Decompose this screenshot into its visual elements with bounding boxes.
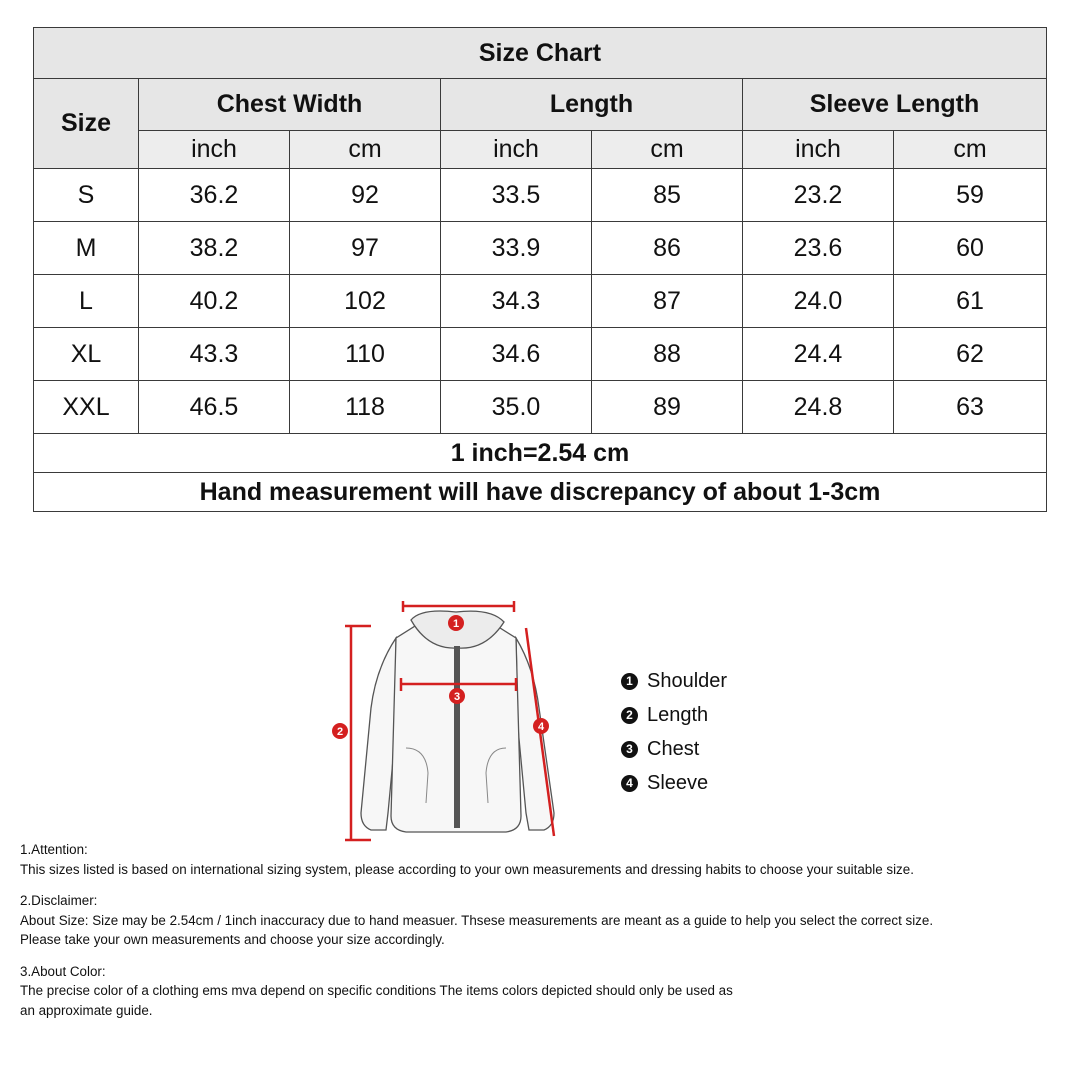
unit-cell: cm — [290, 131, 441, 169]
note-line: an approximate guide. — [20, 1002, 153, 1018]
number-4-icon: 4 — [621, 775, 638, 792]
table-row — [34, 222, 1047, 275]
legend-label: Shoulder — [647, 669, 728, 692]
value-cell: 62 — [894, 328, 1047, 381]
legend-item-chest — [621, 732, 727, 766]
value-cell: 24.0 — [743, 275, 894, 328]
value-cell: 59 — [894, 169, 1047, 222]
number-2-icon: 2 — [621, 707, 638, 724]
legend-label: Sleeve — [647, 771, 709, 794]
value-cell: 60 — [894, 222, 1047, 275]
value-cell: 118 — [290, 381, 441, 434]
jacket-measurement-diagram — [326, 598, 566, 848]
size-chart-table — [33, 27, 1047, 512]
conversion-note: 1 inch=2.54 cm — [34, 434, 1047, 473]
table-row — [34, 275, 1047, 328]
value-cell: 87 — [592, 275, 743, 328]
table-row — [34, 381, 1047, 434]
legend-item-sleeve — [621, 766, 727, 800]
value-cell: 38.2 — [139, 222, 290, 275]
unit-cell: inch — [441, 131, 592, 169]
value-cell: 40.2 — [139, 275, 290, 328]
value-cell: 23.6 — [743, 222, 894, 275]
note-heading: 2.Disclaimer: — [20, 893, 98, 908]
value-cell: 97 — [290, 222, 441, 275]
note-line: This sizes listed is based on international sizing system, please according to your own measurements and dressing habits to choose your suitable size. — [20, 861, 914, 877]
note-heading: 3.About Color: — [20, 963, 106, 979]
note-heading: 1.Attention: — [20, 842, 88, 857]
value-cell: 24.8 — [743, 381, 894, 434]
legend-label: Length — [647, 703, 709, 726]
value-cell: 110 — [290, 328, 441, 381]
header-chest-width: Chest Width — [139, 79, 441, 131]
discrepancy-note: Hand measurement will have discrepancy of about 1-3cm — [34, 473, 1047, 512]
value-cell: 34.6 — [441, 328, 592, 381]
value-cell: 102 — [290, 275, 441, 328]
value-cell: 46.5 — [139, 381, 290, 434]
value-cell: 35.0 — [441, 381, 592, 434]
size-cell: L — [34, 275, 139, 328]
unit-cell: inch — [139, 131, 290, 169]
jacket-left-sleeve — [361, 638, 396, 830]
svg-text:1: 1 — [452, 618, 460, 630]
number-1-icon: 1 — [621, 673, 638, 690]
value-cell: 89 — [592, 381, 743, 434]
value-cell: 92 — [290, 169, 441, 222]
value-cell: 85 — [592, 169, 743, 222]
size-cell: XL — [34, 328, 139, 381]
value-cell: 88 — [592, 328, 743, 381]
value-cell: 24.4 — [743, 328, 894, 381]
legend-label: Chest — [647, 737, 700, 760]
table-row — [34, 328, 1047, 381]
jacket-illustration — [326, 598, 566, 848]
size-cell: S — [34, 169, 139, 222]
legend-item-length — [621, 698, 727, 732]
header-size: Size — [34, 79, 139, 169]
note-about-color — [20, 962, 1075, 1021]
value-cell: 43.3 — [139, 328, 290, 381]
svg-text:4: 4 — [537, 721, 545, 733]
value-cell: 33.9 — [441, 222, 592, 275]
unit-cell: cm — [592, 131, 743, 169]
svg-text:3: 3 — [453, 691, 461, 703]
unit-cell: inch — [743, 131, 894, 169]
legend-item-shoulder — [621, 664, 727, 698]
note-disclaimer — [20, 891, 1075, 950]
table-row — [34, 169, 1047, 222]
unit-cell: cm — [894, 131, 1047, 169]
value-cell: 33.5 — [441, 169, 592, 222]
notes-section — [20, 840, 1075, 1032]
value-cell: 86 — [592, 222, 743, 275]
value-cell: 36.2 — [139, 169, 290, 222]
value-cell: 61 — [894, 275, 1047, 328]
header-sleeve-length: Sleeve Length — [743, 79, 1047, 131]
note-attention — [20, 840, 1075, 879]
table-title: Size Chart — [34, 28, 1047, 79]
value-cell: 23.2 — [743, 169, 894, 222]
size-cell: XXL — [34, 381, 139, 434]
measurement-legend — [621, 664, 727, 800]
note-line: The precise color of a clothing ems mva depend on specific conditions The items colors depicted should only be used as — [20, 983, 733, 998]
number-3-icon: 3 — [621, 741, 638, 758]
jacket-zipper — [454, 646, 460, 828]
header-length: Length — [441, 79, 743, 131]
note-line: Please take your own measurements and choose your size accordingly. — [20, 932, 445, 947]
value-cell: 34.3 — [441, 275, 592, 328]
svg-text:2: 2 — [336, 726, 344, 738]
size-cell: M — [34, 222, 139, 275]
value-cell: 63 — [894, 381, 1047, 434]
note-line: About Size: Size may be 2.54cm / 1inch inaccuracy due to hand measuer. Thsese measurements are meant as a guide to help you select the correct size. — [20, 912, 934, 928]
